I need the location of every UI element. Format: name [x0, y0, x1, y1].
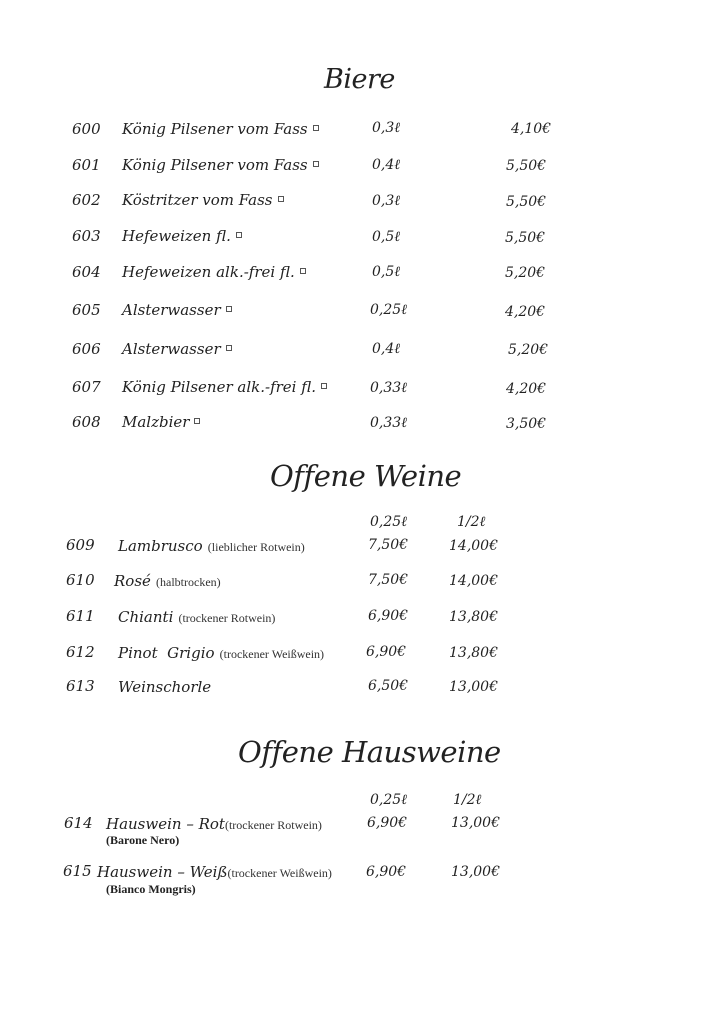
item-name [122, 120, 319, 138]
item-price: 3,50€ [506, 416, 547, 432]
item-number: 600 [72, 120, 101, 138]
item-number: 601 [72, 156, 101, 174]
section-title-house-wine: Offene Hausweine [238, 735, 501, 769]
item-number: 608 [72, 413, 101, 431]
item-volume: 0,33ℓ [370, 380, 408, 396]
allergen-box-icon [226, 345, 232, 351]
price-quarter: 6,50€ [368, 678, 409, 694]
item-note: (lieblicher Rotwein) [207, 540, 305, 554]
price-half: 13,00€ [451, 815, 500, 831]
allergen-box-icon [313, 125, 319, 131]
item-name [118, 643, 324, 662]
item-number: 606 [72, 340, 101, 358]
item-subtitle: (Bianco Mongris) [106, 882, 196, 896]
item-note: (trockener Rotwein) [224, 818, 322, 832]
item-number: 607 [72, 378, 101, 396]
item-name [122, 378, 327, 396]
item-name-text: König Pilsener vom Fass [122, 156, 308, 174]
item-name [118, 677, 211, 696]
item-name-text: König Pilsener vom Fass [122, 120, 308, 138]
item-name-text: König Pilsener alk.-frei fl. [122, 378, 317, 396]
item-name-text: Hauswein – Rot [106, 815, 225, 833]
allergen-box-icon [300, 268, 306, 274]
item-note: (trockener Weißwein) [227, 866, 332, 880]
item-volume: 0,4ℓ [372, 157, 401, 173]
item-name-text: Köstritzer vom Fass [122, 191, 273, 209]
item-name [118, 607, 275, 626]
item-subtitle: (Barone Nero) [106, 833, 180, 847]
item-price: 5,20€ [508, 342, 549, 358]
allergen-box-icon [236, 232, 242, 238]
item-name-text: Alsterwasser [122, 301, 221, 319]
item-name-text: Rosé [114, 572, 151, 590]
item-number: 613 [66, 677, 95, 695]
item-note: (trockener Rotwein) [178, 611, 276, 625]
item-volume: 0,5ℓ [372, 264, 401, 280]
price-quarter: 6,90€ [367, 815, 408, 831]
item-number: 615 [63, 862, 92, 880]
item-price: 4,10€ [511, 121, 552, 137]
allergen-box-icon [226, 306, 232, 312]
column-header-quarter: 0,25ℓ [370, 514, 408, 530]
item-price: 5,20€ [505, 265, 546, 281]
item-name [106, 814, 322, 833]
item-name [122, 340, 232, 358]
price-quarter: 7,50€ [368, 572, 409, 588]
item-volume: 0,4ℓ [372, 341, 401, 357]
item-number: 602 [72, 191, 101, 209]
allergen-box-icon [321, 383, 327, 389]
item-name [97, 862, 332, 881]
item-name [122, 227, 242, 245]
column-header-quarter: 0,25ℓ [370, 792, 408, 808]
section-title-beer: Biere [324, 64, 395, 95]
price-half: 13,00€ [449, 679, 498, 695]
allergen-box-icon [278, 196, 284, 202]
price-quarter: 6,90€ [368, 608, 409, 624]
item-price: 5,50€ [505, 230, 546, 246]
item-name-text: Weinschorle [118, 678, 212, 696]
item-volume: 0,33ℓ [370, 415, 408, 431]
item-number: 611 [66, 607, 95, 625]
item-note: (halbtrocken) [156, 575, 221, 589]
price-half: 13,00€ [451, 864, 500, 880]
item-number: 605 [72, 301, 101, 319]
column-header-half: 1/2ℓ [453, 792, 482, 808]
allergen-box-icon [313, 161, 319, 167]
item-name [122, 156, 319, 174]
item-number: 603 [72, 227, 101, 245]
item-volume: 0,25ℓ [370, 302, 408, 318]
price-half: 14,00€ [449, 538, 498, 554]
price-half: 14,00€ [449, 573, 498, 589]
column-header-half: 1/2ℓ [457, 514, 486, 530]
item-price: 5,50€ [506, 158, 547, 174]
item-volume: 0,3ℓ [372, 193, 401, 209]
price-half: 13,80€ [449, 609, 498, 625]
item-name [122, 263, 306, 281]
item-price: 5,50€ [506, 194, 547, 210]
item-price: 4,20€ [505, 304, 546, 320]
item-number: 610 [66, 571, 95, 589]
item-name-text: Malzbier [122, 413, 190, 431]
item-name [122, 191, 284, 209]
price-quarter: 6,90€ [366, 644, 407, 660]
item-number: 612 [66, 643, 95, 661]
item-volume: 0,3ℓ [372, 120, 401, 136]
item-name-text: Pinot Grigio [118, 644, 215, 662]
price-half: 13,80€ [449, 645, 498, 661]
item-note: (trockener Weißwein) [219, 647, 325, 661]
item-name-text: Hauswein – Weiß [97, 863, 228, 881]
item-number: 609 [66, 536, 95, 554]
item-number: 604 [72, 263, 101, 281]
price-quarter: 7,50€ [368, 537, 409, 553]
item-name-text: Hefeweizen alk.-frei fl. [122, 263, 295, 281]
item-volume: 0,5ℓ [372, 229, 401, 245]
item-name-text: Chianti [118, 608, 174, 626]
item-name-text: Alsterwasser [122, 340, 221, 358]
item-number: 614 [64, 814, 93, 832]
item-name [118, 536, 305, 555]
item-name-text: Hefeweizen fl. [122, 227, 231, 245]
item-name [114, 571, 221, 590]
item-price: 4,20€ [506, 381, 547, 397]
price-quarter: 6,90€ [366, 864, 407, 880]
item-name [122, 413, 200, 431]
section-title-wine: Offene Weine [270, 459, 462, 493]
item-name [122, 301, 232, 319]
item-name-text: Lambrusco [118, 537, 203, 555]
allergen-box-icon [194, 418, 200, 424]
